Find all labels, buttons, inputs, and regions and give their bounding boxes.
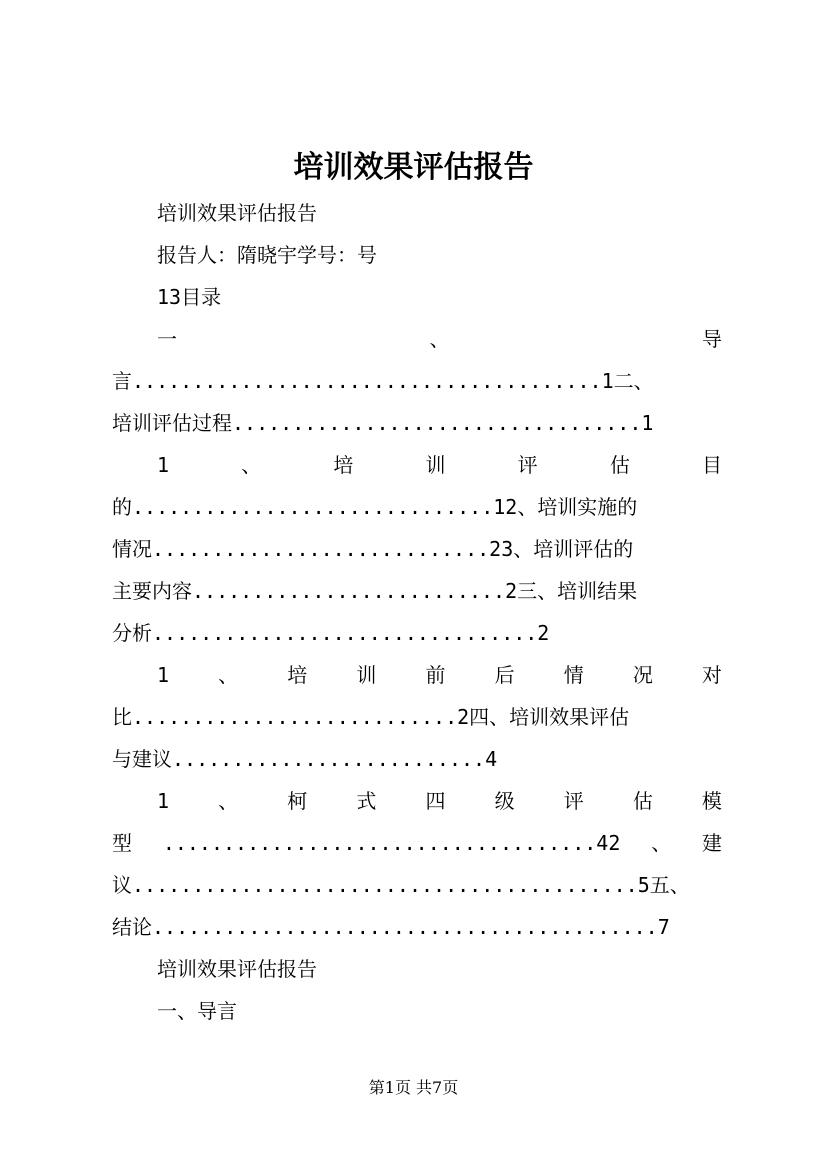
- toc-line-12-part-6: 级: [494, 789, 515, 813]
- toc-line-13-part-1: 型: [112, 831, 132, 855]
- toc-line-12-part-1: 1: [157, 789, 170, 813]
- toc-line-13-part-2: ....................................42: [162, 831, 621, 855]
- toc-line-10: 比...........................2四、培训效果评估: [112, 705, 630, 729]
- toc-line-4-part-3: 培: [333, 453, 354, 477]
- toc-line-9-part-8: 况: [632, 663, 653, 687]
- toc-line-9-part-9: 对: [701, 663, 722, 687]
- toc-line-4-part-2: 、: [241, 453, 262, 477]
- toc-line-1-part-3: 导: [702, 327, 722, 351]
- toc-line-7: 主要内容..........................2三、培训结果: [112, 579, 638, 603]
- toc-line-1-part-2: 、: [429, 327, 450, 351]
- toc-line-12-part-5: 四: [425, 789, 446, 813]
- toc-line-4-part-4: 训: [425, 453, 446, 477]
- toc-line-14: 议..........................................5五、: [112, 873, 690, 897]
- toc-line-1: [157, 325, 722, 353]
- toc-line-9-part-5: 前: [425, 663, 446, 687]
- toc-line-4-part-5: 评: [517, 453, 538, 477]
- page-footer: 第1页 共7页: [368, 1078, 459, 1097]
- toc-line-4-part-6: 估: [609, 453, 630, 477]
- toc-line-13: [112, 829, 722, 857]
- toc-line-13-part-4: 建: [702, 831, 722, 855]
- toc-line-5: 的..............................12、培训实施的: [112, 495, 638, 519]
- toc-line-3: 培训评估过程..................................1: [112, 411, 654, 435]
- subtitle-line: 培训效果评估报告: [157, 201, 317, 225]
- toc-line-9: [157, 661, 722, 689]
- toc-line-6: 情况............................23、培训评估的: [112, 537, 634, 561]
- toc-line-9-part-3: 培: [287, 663, 308, 687]
- toc-line-8: 分析................................2: [112, 621, 550, 645]
- toc-line-2: 言.......................................1二、: [112, 369, 654, 393]
- toc-line-9-part-1: 1: [157, 663, 170, 687]
- section-heading-line: 一、导言: [157, 999, 237, 1023]
- toc-line-11: 与建议..........................4: [112, 747, 498, 771]
- toc-line-9-part-7: 情: [563, 663, 584, 687]
- document-title: 培训效果评估报告: [293, 150, 534, 185]
- toc-line-12-part-4: 式: [356, 789, 377, 813]
- toc-line-12-part-7: 评: [563, 789, 584, 813]
- toc-line-4-part-1: 1: [157, 453, 170, 477]
- toc-heading-line: 13目录: [157, 285, 222, 309]
- toc-line-15: 结论..........................................7: [112, 915, 670, 939]
- toc-line-13-part-3: 、: [651, 831, 672, 855]
- toc-line-9-part-6: 后: [494, 663, 515, 687]
- toc-line-9-part-4: 训: [356, 663, 377, 687]
- toc-line-4: [157, 451, 722, 479]
- toc-line-1-part-1: 一: [157, 327, 177, 351]
- reporter-line: 报告人：隋晓宇学号：号: [157, 243, 377, 267]
- toc-line-12-part-3: 柯: [287, 789, 308, 813]
- toc-line-12-part-9: 模: [701, 789, 722, 813]
- toc-line-4-part-7: 目: [701, 453, 722, 477]
- toc-line-12-part-2: 、: [218, 789, 239, 813]
- toc-line-12: [157, 787, 722, 815]
- toc-line-12-part-8: 估: [632, 789, 653, 813]
- report-repeat-title-line: 培训效果评估报告: [157, 957, 317, 981]
- toc-line-9-part-2: 、: [218, 663, 239, 687]
